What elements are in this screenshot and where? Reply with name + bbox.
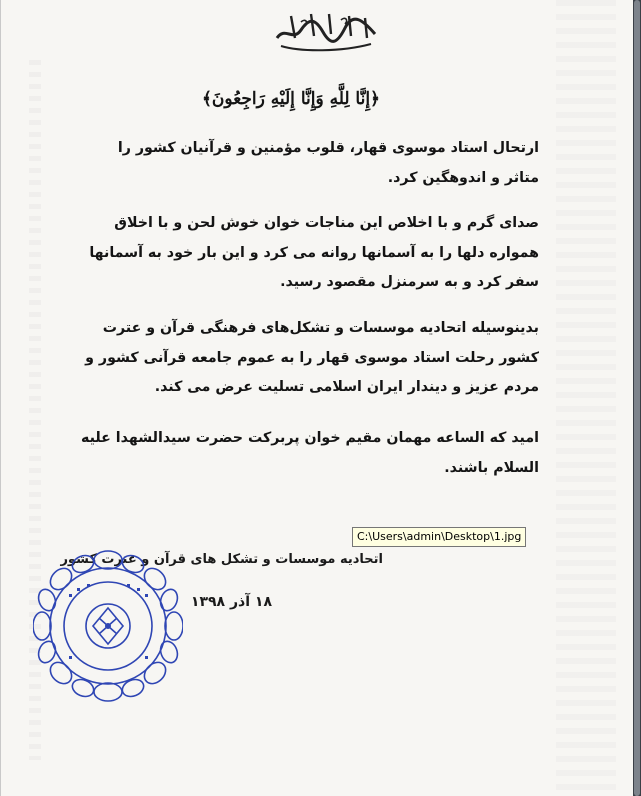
quran-verse: ﴿إِنَّا لِلَّهِ وَإِنَّا إِلَیْهِ رَاجِعُونَ﴾	[201, 89, 381, 109]
scan-bleed-through	[556, 0, 616, 796]
organization-seal-stamp	[33, 540, 183, 708]
paragraph-2: صدای گرم و با اخلاص این مناجات خوان خوش لحن و با اخلاق همواره دلها را به آسمانها روانه می کرد و این بار خود به آسمانها سفر کرد و به سرمنزل مقصود رسید.	[89, 215, 539, 290]
scrollbar-thumb[interactable]	[634, 0, 640, 796]
document-date: ۱۸ آذر ۱۳۹۸	[190, 594, 272, 610]
vertical-scrollbar[interactable]	[633, 0, 641, 796]
signature-organization: اتحادیه موسسات و تشکل های قرآن و عترت کشور	[60, 552, 383, 567]
paragraph-1: ارتحال استاد موسوی قهار، قلوب مؤمنین و قرآنیان کشور را متاثر و اندوهگین کرد.	[117, 140, 539, 186]
file-path-tooltip: C:\Users\admin\Desktop\1.jpg	[352, 527, 526, 547]
paragraph-3: بدینوسیله اتحادیه موسسات و تشکل‌های فرهنگی قرآن و عترت کشور رحلت استاد موسوی قهار را به عموم جامعه قرآنی کشور و مردم عزیز و دیندار ایران اسلامی تسلیت عرض می کند.	[85, 320, 539, 395]
bismillah-calligraphy	[271, 8, 381, 56]
paragraph-4: امید که الساعه مهمان مقیم خوان پربرکت حضرت سیدالشهدا علیه السلام باشند.	[80, 430, 539, 476]
